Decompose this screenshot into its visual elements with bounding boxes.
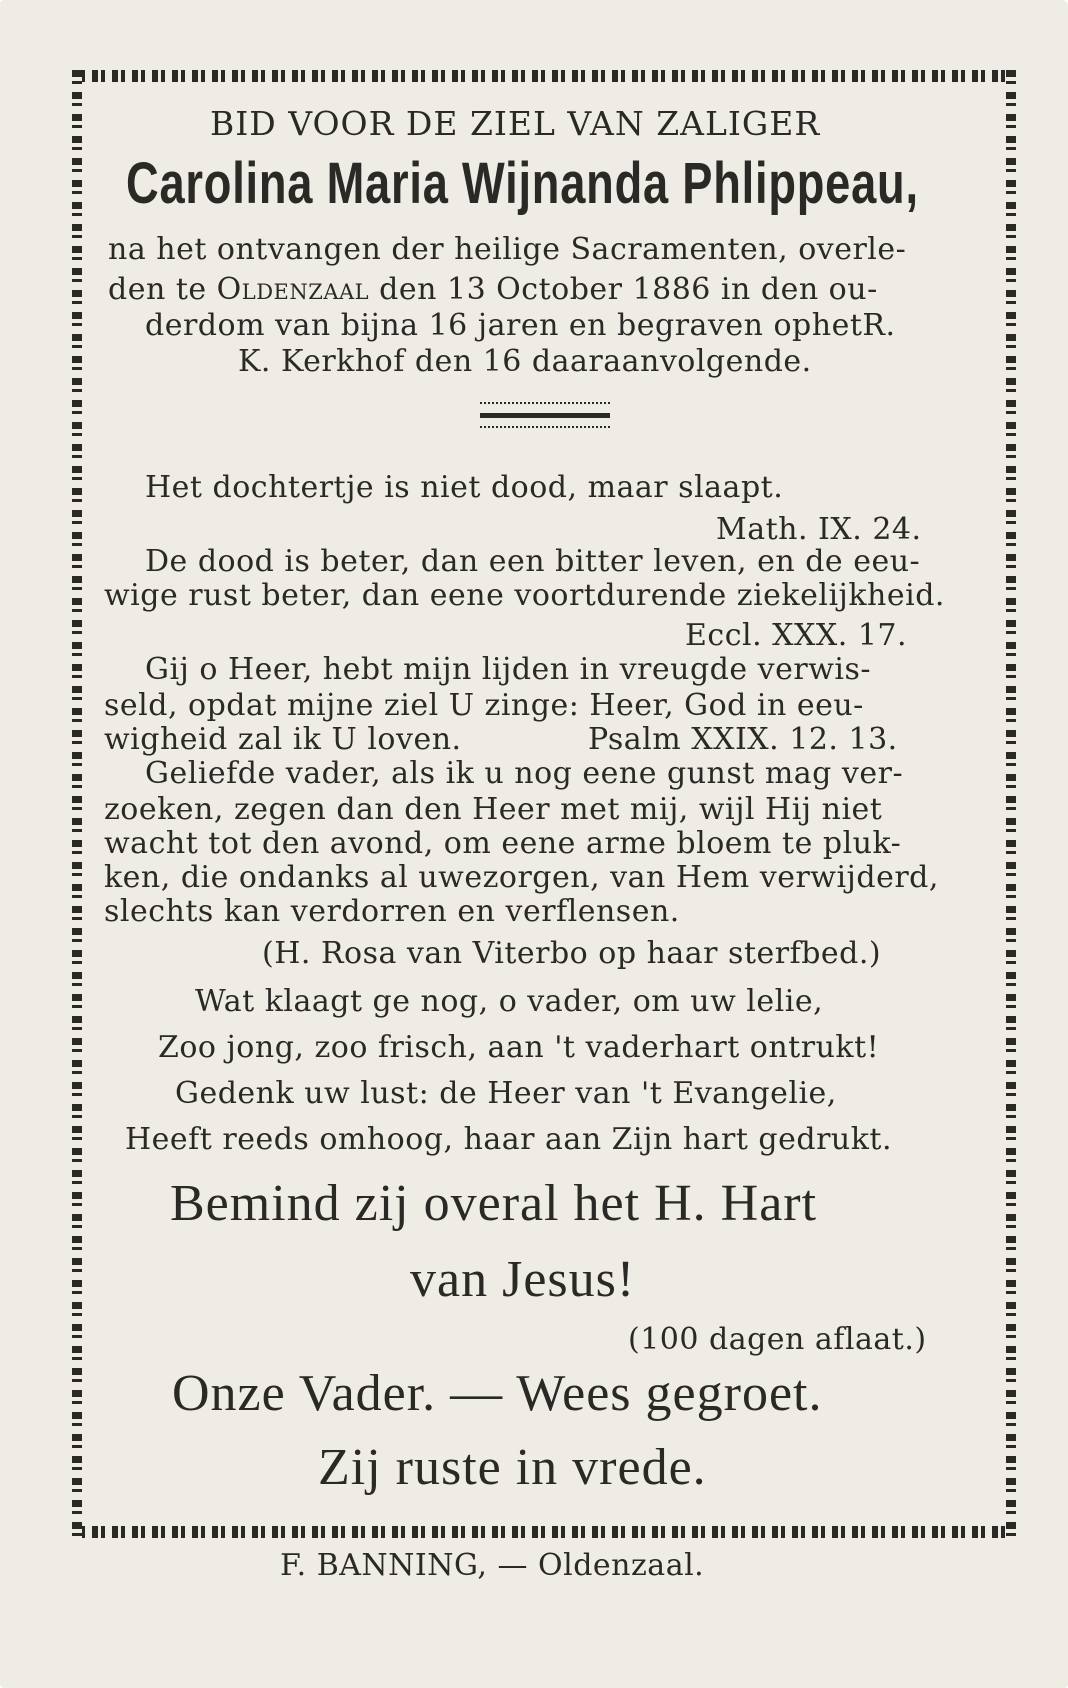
place-name: Oldenzaal — [216, 272, 370, 307]
notice-line-2: den te Oldenzaal den 13 October 1886 in den ou- — [108, 272, 878, 307]
verse-line: Het dochtertje is niet dood, maar slaapt. — [145, 470, 784, 505]
poem-line: Gedenk uw lust: de Heer van 't Evangelie, — [175, 1076, 837, 1111]
indulgence-note: (100 dagen aflaat.) — [628, 1322, 927, 1357]
heading: BID VOOR DE ZIEL VAN ZALIGER — [210, 104, 821, 143]
border-right — [1006, 70, 1016, 1538]
verse-line: ken, die ondanks al uwezorgen, van Hem verwijderd, — [104, 860, 939, 895]
verse-line: De dood is beter, dan een bitter leven, en de eeu- — [145, 544, 921, 579]
devotion-line-2: van Jesus! — [410, 1251, 636, 1308]
poem-line: Zoo jong, zoo frisch, aan 't vaderhart ontrukt! — [158, 1030, 880, 1065]
border-bottom — [72, 1526, 1016, 1538]
poem-line: Wat klaagt ge nog, o vader, om uw lelie, — [195, 984, 824, 1019]
border-left — [72, 70, 82, 1538]
notice-line-4: K. Kerkhof den 16 daaraanvolgende. — [238, 344, 812, 379]
verse-reference: Math. IX. 24. — [716, 512, 922, 547]
poem-line: Heeft reeds omhoog, haar aan Zijn hart gedrukt. — [125, 1122, 893, 1157]
verse-line: wige rust beter, dan eene voortdurende ziekelijkheid. — [104, 578, 945, 613]
verse-reference: Psalm XXIX. 12. 13. — [588, 722, 898, 757]
notice-line-3: derdom van bijna 16 jaren en begraven ophetR. — [145, 308, 896, 343]
deceased-name: Carolina Maria Wijnanda Phlippeau, — [126, 151, 919, 216]
border-top — [72, 70, 1016, 82]
verse-reference: (H. Rosa van Viterbo op haar sterfbed.) — [262, 936, 882, 971]
verse-line: zoeken, zegen dan den Heer met mij, wijl Hij niet — [104, 792, 883, 827]
verse-reference: Eccl. XXX. 17. — [685, 618, 908, 653]
verse-line: Geliefde vader, als ik u nog eene gunst mag ver- — [145, 756, 904, 791]
prayers-line: Onze Vader. — Wees gegroet. — [172, 1365, 823, 1422]
printer-credit: F. BANNING, — Oldenzaal. — [280, 1548, 705, 1583]
verse-line: slechts kan verdorren en verflensen. — [104, 894, 680, 929]
notice-line-1: na het ontvangen der heilige Sacramenten, overle- — [108, 232, 907, 267]
verse-line: wigheid zal ik U loven. — [104, 722, 462, 757]
devotion-line-1: Bemind zij overal het H. Hart — [170, 1175, 818, 1232]
closing-line: Zij ruste in vrede. — [318, 1439, 707, 1496]
verse-line: wacht tot den avond, om eene arme bloem te pluk- — [104, 826, 902, 861]
verse-line: Gij o Heer, hebt mijn lijden in vreugde verwis- — [145, 652, 872, 687]
ornamental-divider — [480, 402, 610, 432]
verse-line: seld, opdat mijne ziel U zinge: Heer, God in eeu- — [104, 688, 864, 723]
